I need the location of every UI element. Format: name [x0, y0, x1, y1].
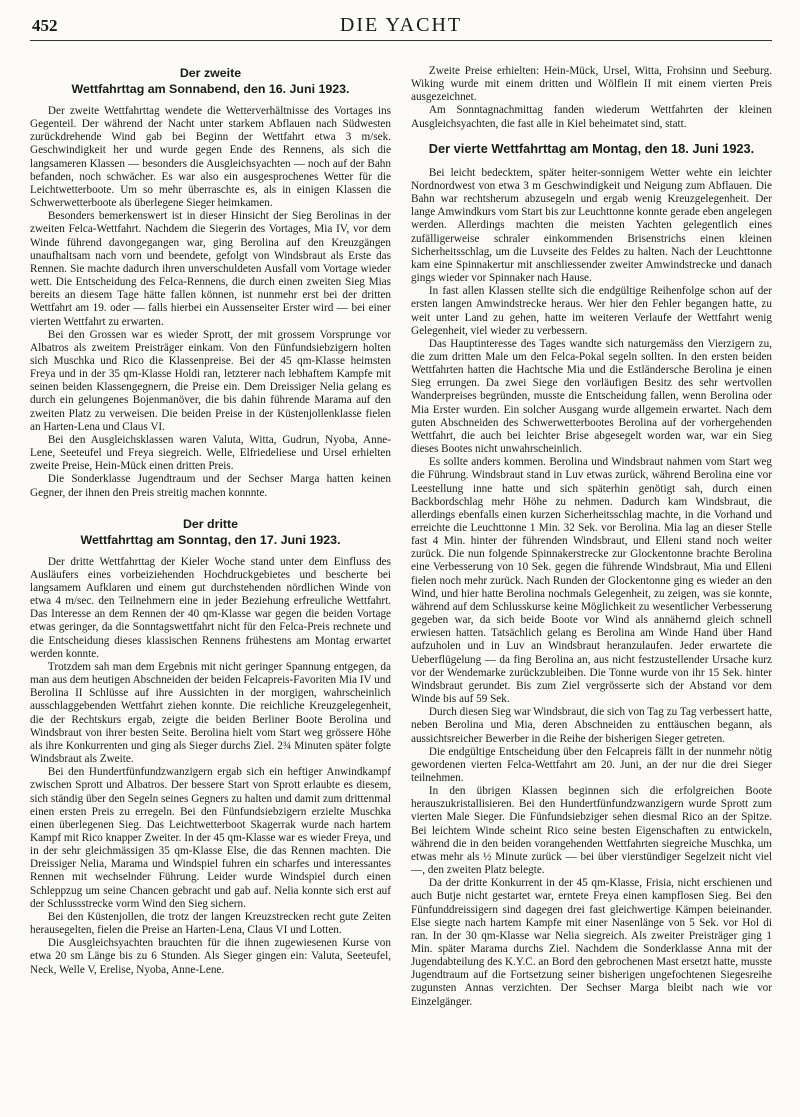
left-column — [30, 65, 391, 1009]
section-heading-third-day — [30, 516, 391, 548]
paragraph: Bei den Ausgleichsklassen waren Valuta, Witta, Gudrun, Nyoba, Anne-Lene, Seeteufel und Freya siegreich. Welle, Elfriedeliese und Ursel erhielten zweite Preise, Hein-Mück einen dritten Preis. — [30, 433, 391, 473]
heading-line-1: Der dritte — [182, 516, 239, 531]
paragraph: Durch diesen Sieg war Windsbraut, die sich von Tag zu Tag verbessert hatte, neben Berolina und Mia, deren Abschneiden zu enttäuschen begann, als aussichtsreicher Bewerber in die Reihe der bisherigen Sieger getreten. — [411, 706, 772, 745]
right-column — [411, 65, 772, 1009]
heading-line-2: Wettfahrttag am Sonnabend, den 16. Juni 1923. — [71, 82, 350, 96]
section-heading-second-day — [30, 65, 391, 97]
paragraph: Besonders bemerkenswert ist in dieser Hinsicht der Sieg Berolinas in der zweiten Felca-Wettfahrt. Nachdem die Siegerin des Vortages, Mia IV, vor dem Winde führend davongegangen war, ging Berolina auf den Kreuzgängen unaufhaltsam nach vorn und beendete, gefolgt von Windsbraut als Erste das Rennen. Sie machte dadurch ihren unverschuldeten Ausfall vom Vortage wieder wett. Die Entscheidung des Felca-Rennens, die durch einen zweiten Sieg Mias bereits an diesem Tage hätte fallen können, ist nunmehr erst bei der dritten Wettfahrt am 19. oder — falls hierbei ein Aussenseiter Erster wird — bei einer vierten Wettfahrt zu erwarten. — [30, 210, 391, 328]
page-header — [30, 10, 772, 41]
two-column-body — [30, 41, 772, 1009]
paragraph: Da der dritte Konkurrent in der 45 qm-Klasse, Frisia, nicht erschienen und auch Butje nicht gestartet war, erntete Freya einen kampflosen Sieg. Bei den Fünfunddreissigern sind dagegen drei fast gleichwertige Kämpen beieinander. Else siegte nach hartem Kampfe mit einer Nasenlänge von 5 Sek. vor Hol di ran. In der 30 qm-Klasse war Nelia siegreich. Als zweiter Preisträger ging 1 Min. später Marama durchs Ziel. Nachdem die Sonderklasse Anna mit der Jugendabteilung des K.Y.C. an Bord den gebrochenen Mast ersetzt hatte, musste Jugendtraum auf die Fortsetzung seiner bisherigen ungefochtenen Siegesreihe zugunsten Annas verzichten. Der Sechser Marga bleibt nach wie vor Einzelgänger. — [411, 877, 772, 1008]
paragraph: Die Sonderklasse Jugendtraum und der Sechser Marga hatten keinen Gegner, der ihnen den Preis streitig machen konnnte. — [30, 473, 391, 499]
paragraph: Der zweite Wettfahrttag wendete die Wetterverhältnisse des Vortages ins Gegenteil. Der während der Nacht unter starkem Abflauen nach Südwesten zurückdrehende Wind gab bei Beginn der Wettfahrt etwa 3 m/sek. Geschwindigkeit her und wurde gegen Ende des Rennens, als sich die langsameren Klassen — besonders die Ausgleichsyachten — noch auf der Bahn befanden, noch schwächer. Es war also ein ausgesprochenes Wetter für die Leichtwetterboote. Um so mehr überraschte es, als in einigen Klassen die Schwerwetterboote als überlegene Sieger heimkamen. — [30, 105, 391, 210]
section-heading-fourth-day: Der vierte Wettfahrttag am Montag, den 18. Juni 1923. — [428, 140, 755, 156]
paragraph: Die Ausgleichsyachten brauchten für die ihnen zugewiesenen Kurse von etwa 20 sm Länge bis zu 6 Stunden. Als Sieger gingen ein: Valuta, Seeteufel, Neck, Welle V, Erelise, Nyoba, Anne-Lene. — [30, 937, 391, 976]
heading-line-2: Wettfahrttag am Sonntag, den 17. Juni 1923. — [80, 532, 341, 547]
page-number: 452 — [32, 16, 58, 35]
paragraph: Bei leicht bedecktem, später heiter-sonnigem Wetter wehte ein leichter Nordnordwest von etwa 3 m Geschwindigkeit und Neigung zum Abflauen. Die Bahn war rechtsherum abzusegeln und ergab wenig Kreuzgelegenheit. Der lange Amwindkurs vom Start bis zur Leuchttonne konnte gerade eben angelegen werden. Allerdings machten die meisten Yachten gelegentlich eines zufälligerweise schraler einkommenden Brisenstrichs einen kleinen Sicherheitsschlag, um die Luvseite des Feldes zu halten. Nach der Leuchttonne kam eine Spinnakertur mit anschliessender zweiter Amwindstrecke und danach gings wieder vor Spinnaker nach Hause. — [411, 166, 772, 285]
section-spacer — [30, 500, 391, 516]
paragraph: Es sollte anders kommen. Berolina und Windsbraut nahmen vom Start weg die Führung. Windsbraut stand in Luv etwas zurück, während Berolina eine vor Leestellung inne hatte und sich späterhin genötigt sah, durch einen Backbordschlag mehr Höhe zu nehmen. Dadurch kam Windsbraut, die allerdings ebenfalls einen kurzen Sicherheitsschlag machte, in die Vorhand und erreichte die Leuchttonne 1 Min. 32 Sek. vor Berolina. Mia lag an dieser Stelle fast 4 Min. hinter der führenden Windsbraut, und Elleni stand noch weiter zurück. Die nun folgende Spinnakerstrecke zur Glockentonne brachte Berolina eine Verbesserung von 10 Sek. gegen die führende Windsbraut, Mia und Elleni fielen noch mehr zurück. Nach Runden der Glockentonne ging es wieder an den Wind, und hier hatte Berolina nochmals Gelegenheit, zu zeigen, was sie konnte, während auf dem Schlusskurse keine Möglichkeit zu wesentlicher Verbesserung gegeben war, da sich beide Boote vor Wind als annähernd gleich schnell erwiesen hatten. Tatsächlich gelang es Berolina am Winde Hand über Hand aufzuholen und in Luv an Windsbraut heranzulaufen. Jeder erwartete die Ueberflügelung — da fing Berolina an, aus nicht festzustellender Ursache kurz vor der Wendemarke zurückzubleiben. Die Tonne wurde von ihr 15 Sek. hinter Windsbraut gerundet. Bis zum Ziel vergrösserte sich der Abstand vor dem Winde bis auf 59 Sek. — [411, 456, 772, 706]
heading-line-1: Der zweite — [179, 66, 242, 80]
paragraph: Bei den Küstenjollen, die trotz der langen Kreuzstrecken recht gute Zeiten herausegelten, fielen die Preise an Harten-Lena, Claus VI und Lotten. — [30, 910, 391, 937]
paragraph: Zweite Preise erhielten: Hein-Mück, Ursel, Witta, Frohsinn und Seeburg. Wiking wurde mit einem dritten und Wölflein II mit einem vierten Preis ausgezeichnet. — [411, 65, 772, 104]
paragraph: Trotzdem sah man dem Ergebnis mit nicht geringer Spannung entgegen, da man aus dem heutigen Abschneiden der beiden Felcapreis-Favoriten Mia IV und Berolina II Schlüsse auf ihre Aussichten in der morgigen, wahrscheinlich ausschlaggebenden Wettfahrt ziehen konnte. Die reichliche Kreuzgelegenheit, die der Rechtskurs ergab, zeigte die beiden Berliner Boote Berolina und Windsbraut von ihrer besten Seite. Berolina hielt vom Start weg grössere Höhe als ihre Konkurrenten und ging als Sieger durchs Ziel. 2¾ Minuten später folgte Windsbraut als Zweite. — [30, 660, 391, 766]
paragraph: Die endgültige Entscheidung über den Felcapreis fällt in der nunmehr nötig gewordenen vierten Felca-Wettfahrt am 20. Juni, an der nur die drei Sieger teilnehmen. — [411, 745, 772, 784]
running-title: DIE YACHT — [339, 14, 463, 36]
paragraph: Am Sonntagnachmittag fanden wiederum Wettfahrten der kleinen Ausgleichsyachten, die fast alle in Kiel beheimatet sind, statt. — [411, 104, 772, 130]
paragraph: In den übrigen Klassen beginnen sich die erfolgreichen Boote herauszukristallisieren. Bei den Hundertfünfundzwanzigern wurde Sprott zum vierten Male Sieger. Die Fünfundsiebziger sehen diesmal Rico an der Spitze. Bei leichtem Winde scheint Rico seine besten Eigenschaften zu entwickeln, während die in den beiden vorangehenden Wettfahrten siegreiche Muschka, um etwas mehr als ½ Minute zurück — bei über vierstündiger Segelzeit nicht viel —, den zweiten Platz belegte. — [411, 785, 772, 877]
paragraph: Bei den Grossen war es wieder Sprott, der mit grossem Vorsprunge vor Albatros als zweitem Preisträger einkam. Von den Fünfundsiebzigern holten sich Muschka und Rico die Klassenpreise. Bei der 45 qm-Klasse heimsten Freya und in der 35 qm-Klasse Holdi ran, letzterer nach lebhaftem Kampfe mit seinen beiden Klassengegnern, die Preise ein. Dem Dreissiger Nelia gelang es durch ein gelungenes Bojenmanöver, die bis dahin führende Marama auf den zweiten Platz zu verweisen. Die beiden Preise in der Küstenjollenklasse fielen an Harten-Lena und Claus VI. — [30, 328, 391, 433]
paragraph: In fast allen Klassen stellte sich die endgültige Reihenfolge schon auf der ersten langen Amwindstrecke heraus. Wer hier den Fehler begangen hatte, zu weit unter Land zu gehen, hatte im weiteren Verlaufe der Wettfahrt wenig Gelegenheit, viel wieder zu verbessern. — [411, 285, 772, 337]
paragraph: Bei den Hundertfünfundzwanzigern ergab sich ein heftiger Anwindkampf zwischen Sprott und Albatros. Der bessere Start von Sprott erlaubte es diesem, sich ständig über den Segeln seines Gegners zu halten und damit zum drittenmal einen ersten Preis zu erregeln. Bei den Fünfundsiebzigern erzielte Muschka einen überlegenen Sieg. Das Leichtwetterboot Skagerrak wurde nach hartem Kampf mit Rico knapper Zweiter. In der 45 qm-Klasse war es wieder Freya, und in der sehr gleichmässigen 35 qm-Klasse Else, die das Rennen machten. Die Dreissiger Nelia, Marama und Windspiel fuhren ein scharfes und interessantes Rennen mit wechselnder Führung. Leider wurde Windspiel durch einen Schleppzug um seine Chancen gebracht und gab auf. Nelia konnte sich erst auf der Schlussstrecke vorm Wind den Sieg sichern. — [30, 766, 391, 910]
paragraph: Das Hauptinteresse des Tages wandte sich naturgemäss den Vierzigern zu, die zum dritten Male um den Felca-Pokal segeln sollten. In den ersten beiden Wettfahrten hatten die Hachtsche Mia und die Estländersche Berolina je einen Sieg errungen. Da zwei Siege den vorläufigen Besitz des sehr wertvollen Wanderpreises begründen, musste die Entscheidung fallen, wenn Berolina oder Mia Erster wurden. Ein solcher Ausgang wurde allgemein erwartet. Nach dem guten Abschneiden des Schwerwetterbootes Berolina auf der vorhergehenden Wettfahrt, die auch bei leichter Brise abgesegelt worden war, war ein Sieg dieses Bootes nicht unwahrscheinlich. — [411, 337, 772, 456]
paragraph: Der dritte Wettfahrttag der Kieler Woche stand unter dem Einfluss des Ausläufers eines vorbeiziehenden Hochdruckgebietes und bescherte bei langsamem Aufklaren und einem gut durchstehenden nördlichen Winde von etwa 4 m/sec. den Teilnehmern eine in jeder Beziehung erfreuliche Wettfahrt. Das Interesse an dem Rennen der 40 qm-Klasse war gegen die beiden Vortage etwas geringer, da die Sonntagswettfahrt nicht für den Felca-Preis rechnete und die Entscheidung dieses klassischen Rennens frühestens am Montag erwartet werden konnte. — [30, 555, 391, 660]
